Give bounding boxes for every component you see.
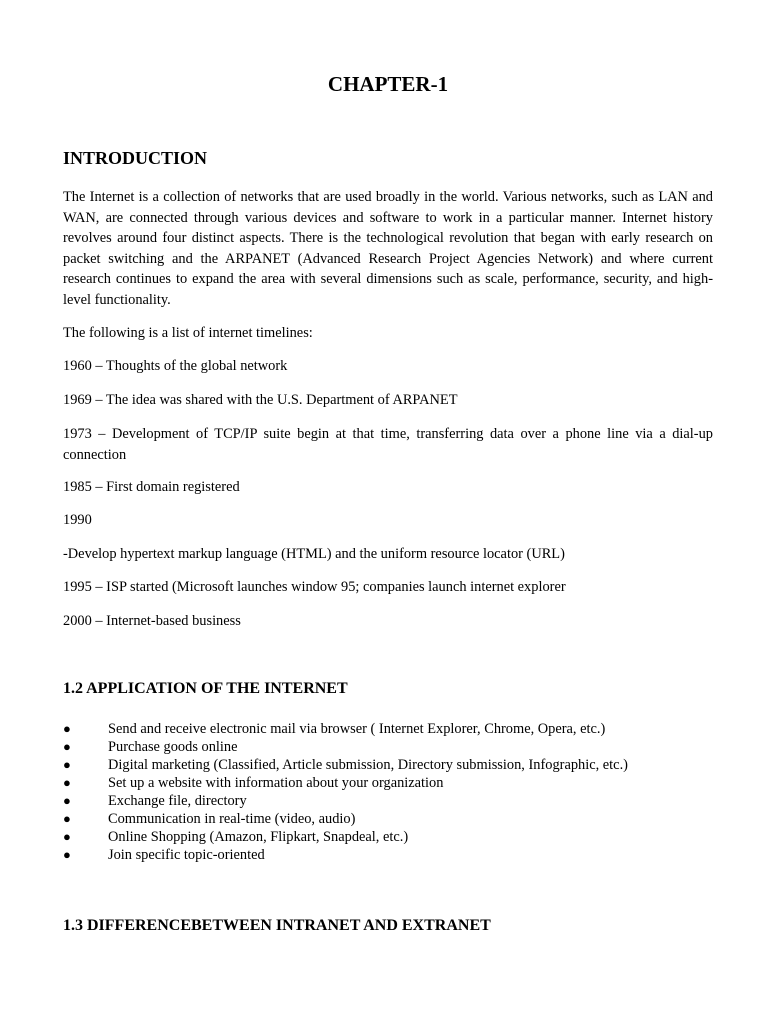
timeline-item-1973: 1973 – Development of TCP/IP suite begin at that time, transferring data over a phone line via a dial-up connection bbox=[63, 426, 713, 463]
timeline-item-1995: 1995 – ISP started (Microsoft launches window 95; companies launch internet explorer bbox=[63, 579, 566, 595]
bullet-icon: ● bbox=[63, 757, 71, 772]
list-item-text: Communication in real-time (video, audio) bbox=[108, 811, 356, 827]
timeline-item-2000: 2000 – Internet-based business bbox=[63, 613, 241, 629]
bullet-icon: ● bbox=[63, 811, 71, 826]
timeline-item-1990-detail: -Develop hypertext markup language (HTML) and the uniform resource locator (URL) bbox=[63, 546, 565, 562]
bullet-icon: ● bbox=[63, 829, 71, 844]
list-item-text: Set up a website with information about your organization bbox=[108, 775, 444, 791]
timeline-item-1969: 1969 – The idea was shared with the U.S. Department of ARPANET bbox=[63, 392, 458, 408]
list-item-text: Join specific topic-oriented bbox=[108, 847, 265, 863]
bullet-icon: ● bbox=[63, 775, 71, 790]
bullet-icon: ● bbox=[63, 721, 71, 736]
timeline-intro: The following is a list of internet timelines: bbox=[63, 325, 313, 341]
list-item-text: Send and receive electronic mail via browser ( Internet Explorer, Chrome, Opera, etc.) bbox=[108, 721, 606, 737]
bullet-icon: ● bbox=[63, 847, 71, 862]
list-item-text: Online Shopping (Amazon, Flipkart, Snapdeal, etc.) bbox=[108, 829, 409, 845]
bullet-icon: ● bbox=[63, 793, 71, 808]
list-item-text: Exchange file, directory bbox=[108, 793, 247, 809]
chapter-title: CHAPTER-1 bbox=[327, 72, 449, 96]
difference-heading: 1.3 DIFFERENCEBETWEEN INTRANET AND EXTRANET bbox=[63, 917, 491, 934]
introduction-heading: INTRODUCTION bbox=[63, 148, 208, 168]
list-item-text: Digital marketing (Classified, Article submission, Directory submission, Infographic, etc.) bbox=[108, 757, 628, 773]
bullet-icon: ● bbox=[63, 739, 71, 754]
list-item-text: Purchase goods online bbox=[108, 739, 238, 755]
applications-heading: 1.2 APPLICATION OF THE INTERNET bbox=[63, 680, 348, 697]
timeline-item-1960: 1960 – Thoughts of the global network bbox=[63, 358, 288, 374]
timeline-item-1990: 1990 bbox=[63, 512, 92, 528]
timeline-item-1985: 1985 – First domain registered bbox=[63, 479, 240, 495]
introduction-paragraph: The Internet is a collection of networks that are used broadly in the world. Various networks, such as LAN and WAN, are connected through various devices and software to work in a particular manner. Internet history revolves around four distinct aspects. There is the technological revolution that began with early research on packet switching and the ARPANET (Advanced Research Project Agencies Network) and where current research continues to expand the area with several dimensions such as scale, performance, security, and high-level functionality. bbox=[63, 189, 713, 308]
